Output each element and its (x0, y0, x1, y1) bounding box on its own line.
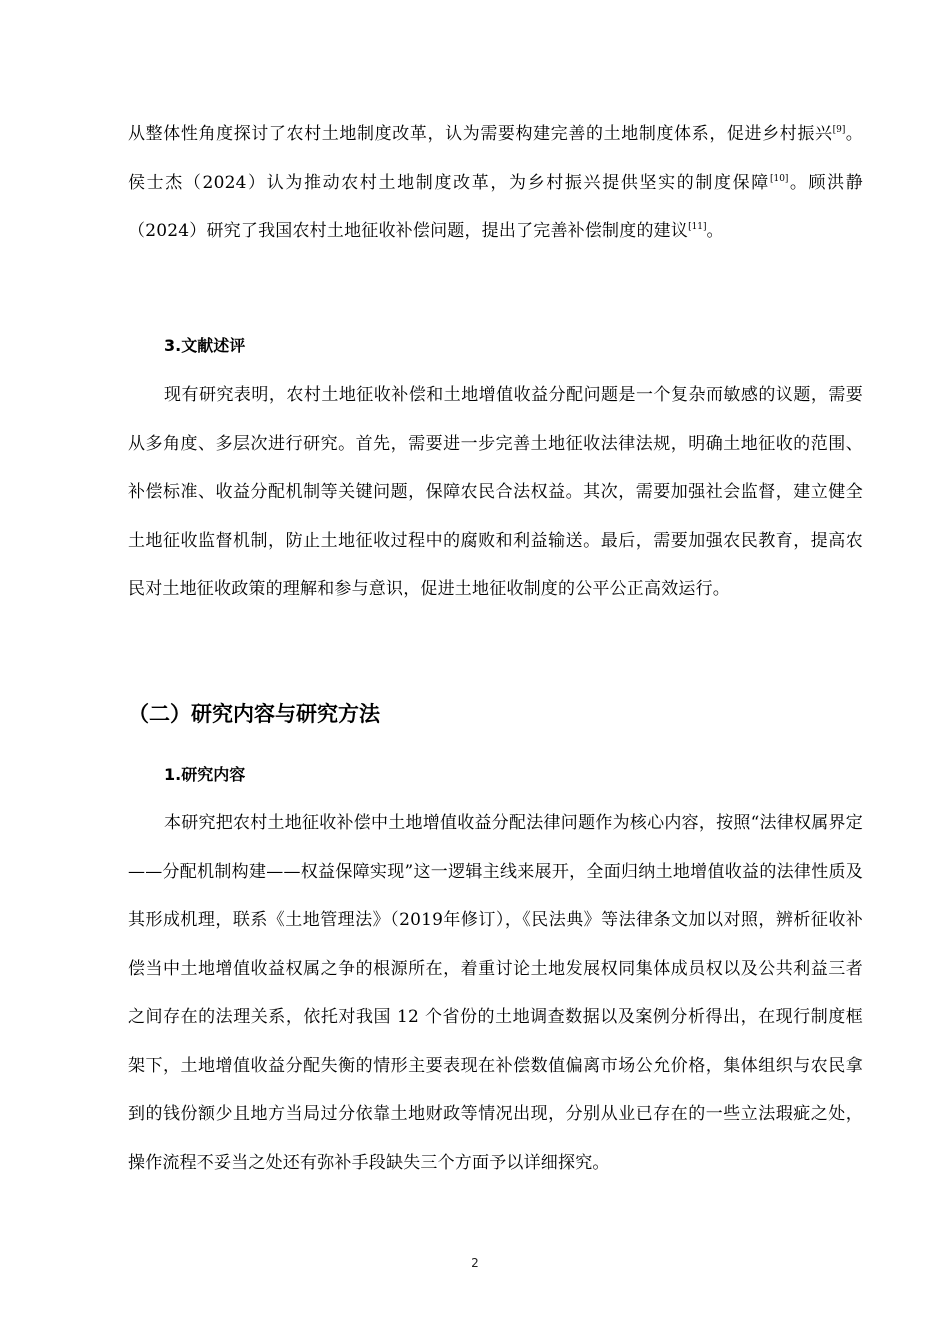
citation-ref: [10] (769, 173, 789, 184)
section-two-heading: （二）研究内容与研究方法 (128, 702, 380, 726)
continued-paragraph-block (128, 110, 863, 256)
citation-ref: [9] (832, 125, 846, 135)
research-content-paragraph: 本研究把农村土地征收补偿中土地增值收益分配法律问题作为核心内容，按照“法律权属界定——分配机制构建——权益保障实现”这一逻辑主线来展开，全面归纳土地增值收益的法律性质及其形成机理，联系《土地管理法》（2019年修订），《民法典》等法律条文加以对照，辨析征收补偿当中土地增值收益权属之争的根源所在，着重讨论土地发展权同集体成员权以及公共利益三者之间存在的法理关系，依托对我国 12 个省份的土地调查数据以及案例分析得出，在现行制度框架下，土地增值收益分配失衡的情形主要表现在补偿数值偏离市场公允价格，集体组织与农民拿到的钱份额少且地方当局过分依靠土地财政等情况出现，分别从业已存在的一些立法瑕疵之处，操作流程不妥当之处还有弥补手段缺失三个方面予以详细探究。 (128, 813, 863, 1173)
page-number: 2 (471, 1256, 479, 1270)
literature-review-heading: 3.文献述评 (164, 336, 246, 355)
literature-review-paragraph: 现有研究表明，农村土地征收补偿和土地增值收益分配问题是一个复杂而敏感的议题，需要从多角度、多层次进行研究。首先，需要进一步完善土地征收法律法规，明确土地征收的范围、补偿标准、收益分配机制等关键问题，保障农民合法权益。其次，需要加强社会监督，建立健全土地征收监督机制，防止土地征收过程中的腐败和利益输送。最后，需要加强农民教育，提高农民对土地征收政策的理解和参与意识，促进土地征收制度的公平公正高效运行。 (128, 385, 863, 599)
research-content-block (128, 799, 863, 1187)
paragraph-text: 。 (706, 221, 724, 241)
paragraph-text: 从整体性角度探讨了农村土地制度改革，认为需要构建完善的土地制度体系，促进乡村振兴 (128, 124, 833, 144)
continued-paragraph (128, 110, 863, 256)
paragraph-text: 。顾洪静（2024）研究了我国农村土地征收补偿问题，提出了完善补偿制度的建议 (128, 172, 863, 241)
paragraph-text: 。侯士杰（2024）认为推动农村土地制度改革，为乡村振兴提供坚实的制度保障 (128, 124, 864, 193)
citation-ref: [11] (688, 222, 707, 232)
research-content-heading: 1.研究内容 (164, 765, 246, 784)
literature-review-block (128, 371, 863, 614)
